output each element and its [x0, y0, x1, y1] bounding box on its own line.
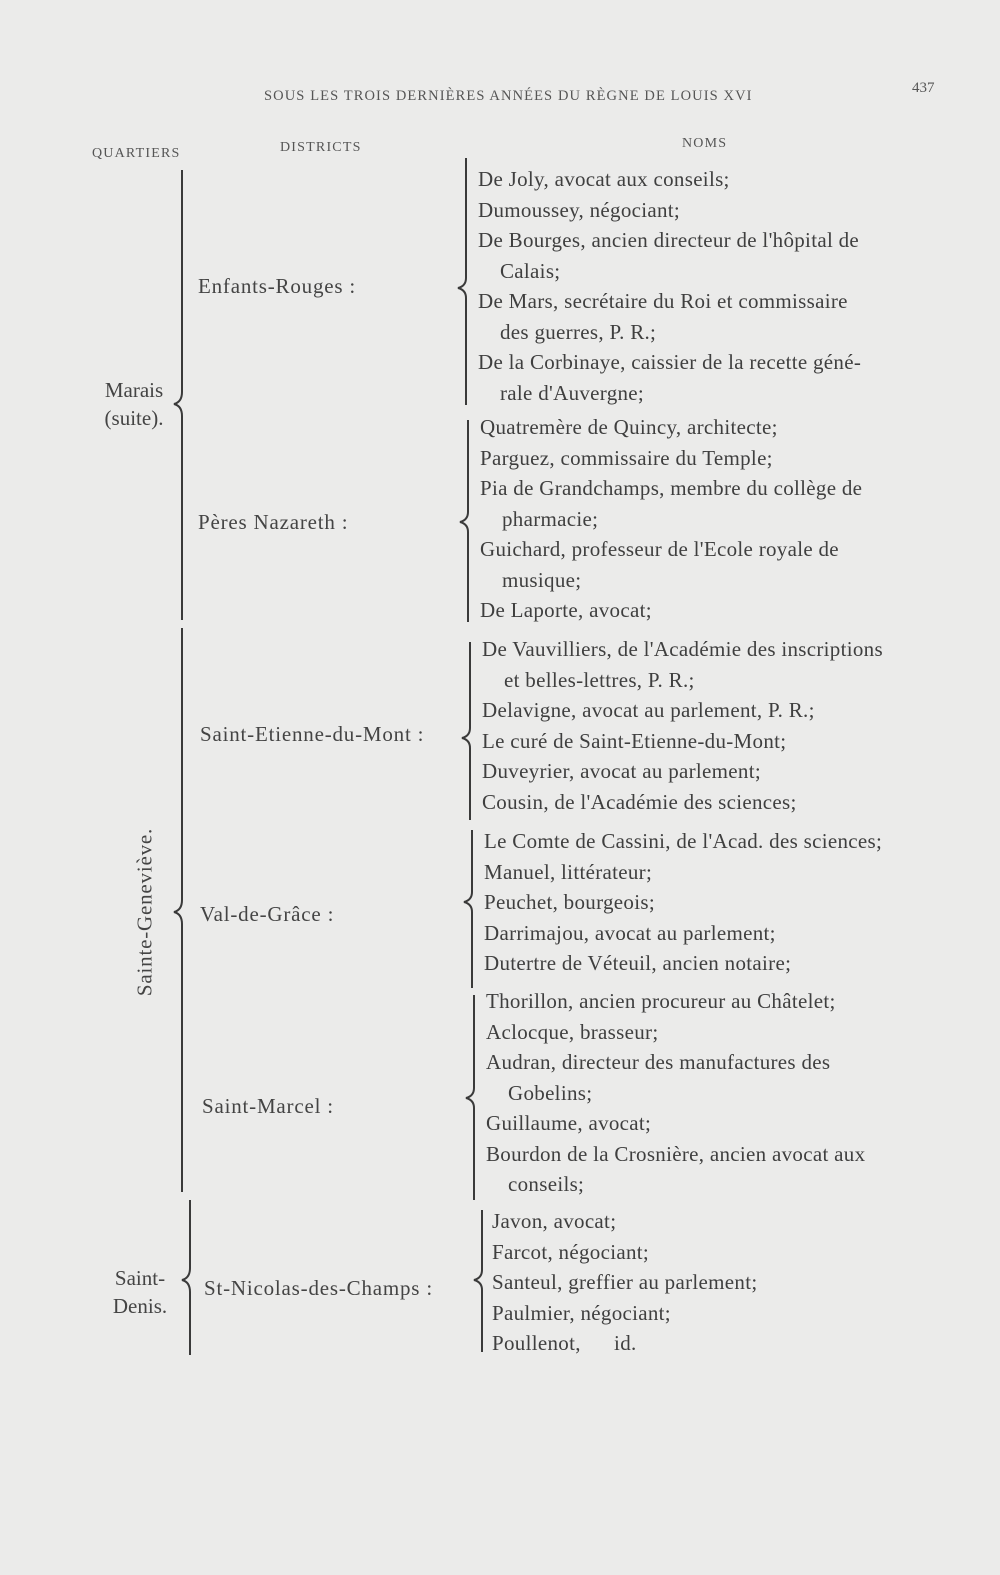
- name-entry: De Laporte, avocat;: [480, 598, 652, 622]
- names-list-val-de-grace: [484, 826, 882, 979]
- name-entry: De Mars, secrétaire du Roi et commissaire: [478, 289, 848, 313]
- name-entry: Manuel, littérateur;: [484, 859, 653, 884]
- name-entry: De Vauvilliers, de l'Académie des inscriptions: [482, 637, 883, 661]
- quartier-sainte-genevieve: Sainte-Geneviève.: [132, 827, 157, 997]
- column-header-quartiers: QUARTIERS: [92, 146, 181, 161]
- page-number: 437: [912, 80, 935, 96]
- quartier-saint-denis: [100, 1264, 180, 1320]
- name-entry: Bourdon de la Crosnière, ancien avocat aux: [486, 1141, 866, 1166]
- names-list-peres-nazareth: [480, 412, 862, 626]
- names-list-saint-etienne-du-mont: [482, 634, 883, 817]
- name-entry: Darrimajou, avocat au parlement;: [484, 920, 776, 945]
- name-entry-continuation: Calais;: [500, 258, 561, 283]
- name-entry: De la Corbinaye, caissier de la recette géné-: [478, 350, 862, 374]
- name-entry: Dumoussey, négociant;: [478, 197, 681, 222]
- name-entry: Thorillon, ancien procureur au Châtelet;: [486, 989, 836, 1013]
- name-entry: Le curé de Saint-Etienne-du-Mont;: [482, 728, 787, 753]
- name-entry-continuation: et belles-lettres, P. R.;: [504, 667, 695, 692]
- name-entry: Duveyrier, avocat au parlement;: [482, 759, 761, 783]
- quartier-line: (suite).: [104, 406, 164, 430]
- name-entry: Pia de Grandchamps, membre du collège de: [480, 476, 863, 500]
- name-entry: Guillaume, avocat;: [486, 1111, 652, 1135]
- name-entry: Dutertre de Véteuil, ancien notaire;: [484, 951, 792, 975]
- name-entry-continuation: Gobelins;: [508, 1080, 593, 1105]
- name-entry: De Joly, avocat aux conseils;: [478, 167, 730, 191]
- name-entry-continuation: des guerres, P. R.;: [500, 319, 657, 344]
- district-saint-etienne-du-mont: Saint-Etienne-du-Mont :: [200, 722, 425, 746]
- name-entry: De Bourges, ancien directeur de l'hôpital de: [478, 228, 860, 252]
- names-list-st-nicolas-des-champs: [492, 1206, 757, 1359]
- name-entry: Audran, directeur des manufactures des: [486, 1050, 831, 1074]
- name-entry: Quatremère de Quincy, architecte;: [480, 415, 778, 439]
- name-entry: Aclocque, brasseur;: [486, 1019, 659, 1044]
- district-enfants-rouges: Enfants-Rouges :: [198, 274, 357, 298]
- quartier-marais: [92, 376, 176, 432]
- name-entry: Parguez, commissaire du Temple;: [480, 445, 773, 470]
- name-entry-continuation: pharmacie;: [502, 506, 599, 531]
- district-st-nicolas-des-champs: St-Nicolas-des-Champs :: [204, 1276, 433, 1300]
- name-entry-continuation: rale d'Auvergne;: [500, 380, 645, 405]
- quartier-line: Marais: [104, 378, 164, 402]
- district-peres-nazareth: Pères Nazareth :: [198, 510, 349, 534]
- name-entry: Cousin, de l'Académie des sciences;: [482, 789, 797, 814]
- running-head-title: SOUS LES TROIS DERNIÈRES ANNÉES DU RÈGNE DE LOUIS XVI: [264, 88, 753, 104]
- names-list-enfants-rouges: [478, 164, 861, 408]
- district-val-de-grace: Val-de-Grâce :: [200, 902, 335, 926]
- name-entry-continuation: conseils;: [508, 1172, 585, 1196]
- quartier-line: Denis.: [112, 1294, 168, 1318]
- name-entry: Le Comte de Cassini, de l'Acad. des sciences;: [484, 829, 883, 853]
- name-entry: Javon, avocat;: [492, 1209, 617, 1233]
- quartier-line: Saint-: [114, 1266, 166, 1290]
- district-saint-marcel: Saint-Marcel :: [202, 1094, 334, 1118]
- name-entry: Peuchet, bourgeois;: [484, 890, 655, 914]
- column-header-noms: NOMS: [682, 136, 728, 151]
- name-entry: Santeul, greffier au parlement;: [492, 1270, 758, 1294]
- names-list-saint-marcel: [486, 986, 865, 1200]
- name-entry-continuation: musique;: [502, 567, 582, 592]
- name-entry: Poullenot, id.: [492, 1331, 637, 1355]
- name-entry: Farcot, négociant;: [492, 1239, 650, 1264]
- name-entry: Guichard, professeur de l'Ecole royale de: [480, 537, 839, 561]
- name-entry: Delavigne, avocat au parlement, P. R.;: [482, 698, 815, 722]
- column-header-districts: DISTRICTS: [280, 140, 362, 155]
- name-entry: Paulmier, négociant;: [492, 1300, 671, 1325]
